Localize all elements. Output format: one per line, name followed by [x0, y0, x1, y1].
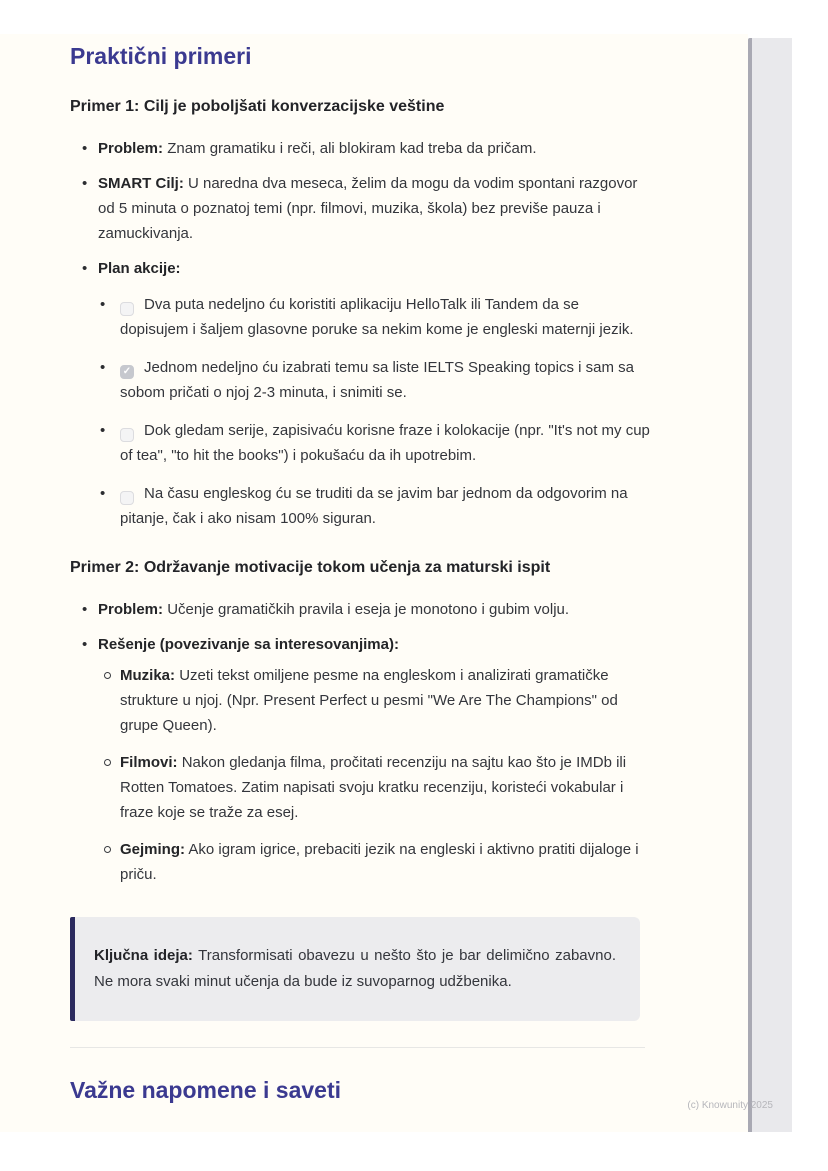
item-label: Gejming: — [120, 841, 186, 858]
list-item — [98, 632, 650, 887]
item-label: Muzika: — [120, 667, 176, 684]
item-label: SMART Cilj: — [98, 175, 184, 192]
item-label: Filmovi: — [120, 754, 178, 771]
sublist-item — [120, 750, 650, 825]
checkbox[interactable] — [120, 302, 134, 316]
section1-bullet-list — [70, 136, 650, 531]
key-idea-callout — [70, 917, 640, 1021]
callout-text: Transformisati obavezu u nešto što je bar delimično zabavno. Ne mora svaki minut učenja da bude iz suvoparnog udžbenika. — [94, 947, 617, 990]
section-divider — [70, 1047, 645, 1048]
checkbox[interactable] — [120, 428, 134, 442]
item-text: Znam gramatiku i reči, ali blokiram kad treba da pričam. — [167, 140, 537, 157]
footer-copyright: (c) Knowunity 2025 — [687, 1100, 773, 1111]
checklist-item — [120, 481, 650, 531]
sublist-item — [120, 663, 650, 738]
page-title: Praktični primeri — [70, 43, 252, 69]
action-plan-checklist — [98, 292, 650, 531]
checklist-item-text: Na času engleskog ću se truditi da se javim bar jednom da odgovorim na pitanje, čak i ako nisam 100% siguran. — [120, 485, 628, 527]
checklist-item — [120, 355, 650, 405]
section2-heading: Primer 2: Održavanje motivacije tokom učenja za maturski ispit — [70, 559, 551, 576]
checkbox[interactable] — [120, 365, 134, 379]
item-text: Ako igram igrice, prebaciti jezik na engleski i aktivno pratiti dijaloge i priču. — [120, 841, 639, 883]
item-text: Uzeti tekst omiljene pesme na engleskom i analizirati gramatičke strukture u njoj. (Npr. Present Perfect u pesmi "We Are The Champions" od grupe Queen). — [120, 667, 618, 734]
item-label: Rešenje (povezivanje sa interesovanjima): — [98, 636, 399, 653]
callout-label: Ključna ideja: — [94, 947, 193, 964]
checklist-item — [120, 418, 650, 468]
list-item — [98, 256, 650, 531]
next-page-edge — [748, 38, 792, 1132]
sublist-item — [120, 837, 650, 887]
list-item — [98, 171, 650, 246]
item-label: Plan akcije: — [98, 260, 181, 277]
document-content — [70, 42, 650, 1104]
checklist-item-text: Jednom nedeljno ću izabrati temu sa liste IELTS Speaking topics i sam sa sobom pričati o njoj 2-3 minuta, i snimiti se. — [120, 359, 634, 401]
interests-sublist — [98, 663, 650, 887]
section2-bullet-list — [70, 597, 650, 887]
item-label: Problem: — [98, 140, 164, 157]
list-item — [98, 597, 650, 622]
item-label: Problem: — [98, 601, 164, 618]
checkbox[interactable] — [120, 491, 134, 505]
item-text: U naredna dva meseca, želim da mogu da vodim spontani razgovor od 5 minuta o poznatoj temi (npr. filmovi, muzika, škola) bez previše pauza i zamuckivanja. — [98, 175, 638, 242]
section3-heading: Važne napomene i saveti — [70, 1077, 342, 1103]
list-item — [98, 136, 650, 161]
checklist-item — [120, 292, 650, 342]
item-text: Učenje gramatičkih pravila i eseja je monotono i gubim volju. — [167, 601, 570, 618]
checklist-item-text: Dva puta nedeljno ću koristiti aplikaciju HelloTalk ili Tandem da se dopisujem i šaljem glasovne poruke sa nekim kome je engleski maternji jezik. — [120, 296, 634, 338]
document-page — [0, 34, 748, 1132]
item-text: Nakon gledanja filma, pročitati recenziju na sajtu kao što je IMDb ili Rotten Tomatoes. Zatim napisati svoju kratku recenziju, koristeći vokabular i fraze koje se traže za esej. — [120, 754, 627, 821]
checklist-item-text: Dok gledam serije, zapisivaću korisne fraze i kolokacije (npr. "It's not my cup of tea", "to hit the books") i pokušaću da ih upotrebim. — [120, 422, 650, 464]
section1-heading: Primer 1: Cilj je poboljšati konverzacijske veštine — [70, 98, 445, 115]
